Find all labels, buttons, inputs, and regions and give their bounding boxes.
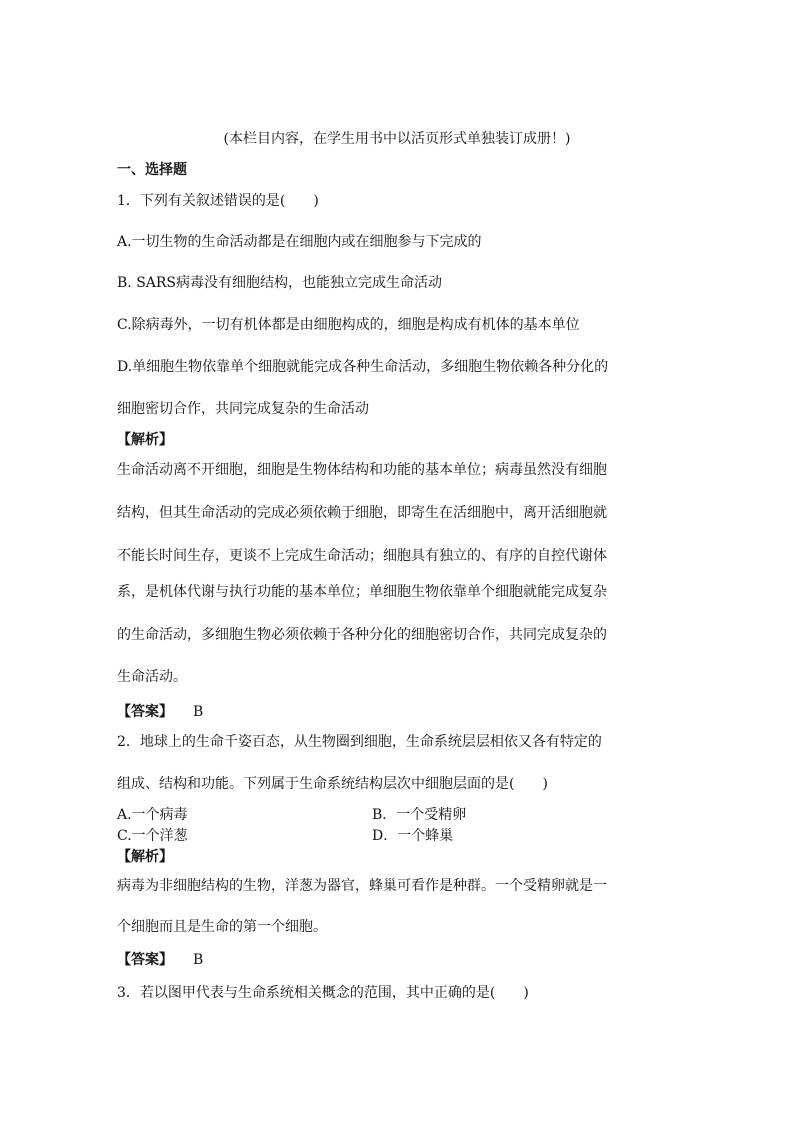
q2-stem-cont: 组成、结构和功能。下列属于生命系统结构层次中细胞层面的是( ) xyxy=(117,776,548,792)
q1-analysis-line: 生命活动。 xyxy=(117,669,187,685)
q2-option-d: D．一个蜂巢 xyxy=(372,828,454,844)
q1-stem: 1．下列有关叙述错误的是( ) xyxy=(117,193,319,209)
q1-answer-value: B xyxy=(193,704,204,720)
q1-analysis-line: 系，是机体代谢与执行功能的基本单位；单细胞生物依靠单个细胞就能完成复杂 xyxy=(117,584,607,600)
q1-answer xyxy=(117,702,687,722)
q1-option-b: B. SARS病毒没有细胞结构，也能独立完成生命活动 xyxy=(117,275,443,291)
q1-analysis-line: 结构，但其生命活动的完成必须依赖于细胞，即寄生在活细胞中，离开活细胞就 xyxy=(117,505,607,521)
q2-stem: 2．地球上的生命千姿百态，从生物圈到细胞，生命系统层层相依又各有特定的 xyxy=(117,734,602,750)
q2-answer xyxy=(117,950,687,970)
page-note: (本栏目内容，在学生用书中以活页形式单独装订成册！) xyxy=(223,131,571,147)
q2-answer-value: B xyxy=(193,952,204,968)
q2-analysis-line: 个细胞而且是生命的第一个细胞。 xyxy=(117,919,327,935)
q1-analysis-label: 【解析】 xyxy=(117,432,173,448)
q2-option-b: B．一个受精卵 xyxy=(372,807,467,823)
q1-analysis-line: 的生命活动，多细胞生物必须依赖于各种分化的细胞密切合作，共同完成复杂的 xyxy=(117,627,607,643)
q1-answer-label: 【答案】 xyxy=(117,704,173,720)
q1-analysis-line: 不能长时间生存，更谈不上完成生命活动；细胞具有独立的、有序的自控代谢体 xyxy=(117,548,607,564)
section-title: 一、选择题 xyxy=(117,162,187,178)
q2-analysis-label: 【解析】 xyxy=(117,849,173,865)
q2-option-a: A.一个病毒 xyxy=(117,807,188,823)
q3-stem: 3．若以图甲代表与生命系统相关概念的范围，其中正确的是( ) xyxy=(117,985,529,1001)
q1-option-a: A.一切生物的生命活动都是在细胞内或在细胞参与下完成的 xyxy=(117,234,482,250)
q1-option-d-cont: 细胞密切合作，共同完成复杂的生命活动 xyxy=(117,401,369,417)
q2-analysis-line: 病毒为非细胞结构的生物，洋葱为器官，蜂巢可看作是种群。一个受精卵就是一 xyxy=(117,878,607,894)
q2-option-c: C.一个洋葱 xyxy=(117,828,188,844)
q1-analysis-line: 生命活动离不开细胞，细胞是生物体结构和功能的基本单位；病毒虽然没有细胞 xyxy=(117,462,607,478)
q2-answer-label: 【答案】 xyxy=(117,952,173,968)
q1-option-c: C.除病毒外，一切有机体都是由细胞构成的，细胞是构成有机体的基本单位 xyxy=(117,317,580,333)
q1-option-d: D.单细胞生物依靠单个细胞就能完成各种生命活动，多细胞生物依赖各种分化的 xyxy=(117,359,609,375)
